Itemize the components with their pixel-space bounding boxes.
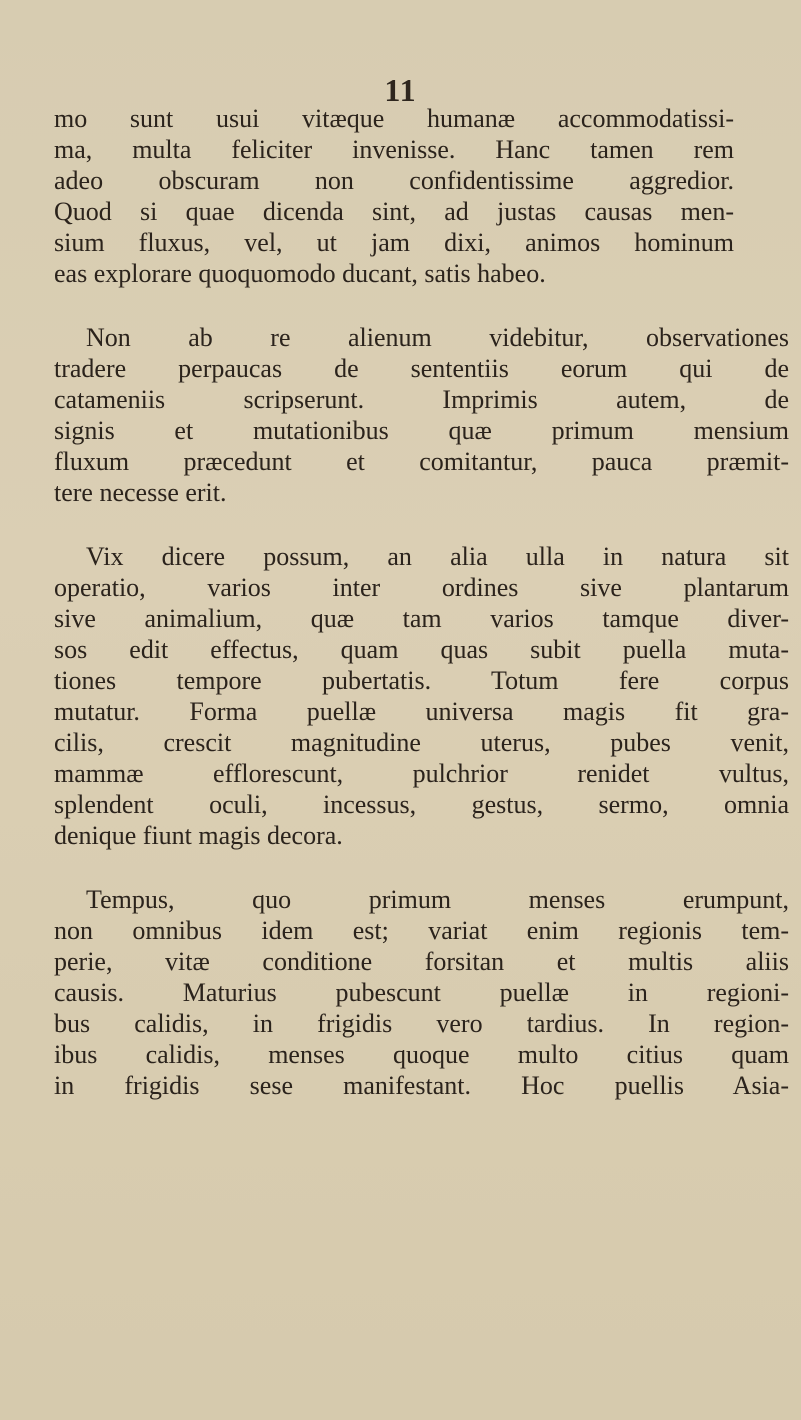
text-line: operatio, varios inter ordines sive plantarum: [54, 573, 789, 602]
text-line: adeo obscuram non confidentissime aggredior.: [54, 166, 734, 195]
text-line: denique fiunt magis decora.: [54, 821, 343, 850]
text-line: mutatur. Forma puellæ universa magis fit gra-: [54, 697, 789, 726]
paragraph: [54, 322, 794, 508]
text-line: tiones tempore pubertatis. Totum fere corpus: [54, 666, 789, 695]
text-line: sive animalium, quæ tam varios tamque diver-: [54, 604, 789, 633]
text-line: catameniis scripserunt. Imprimis autem, de: [54, 385, 789, 414]
text-line: tere necesse erit.: [54, 478, 227, 507]
text-line: Vix dicere possum, an alia ulla in natura sit: [86, 542, 789, 571]
text-line: Non ab re alienum videbitur, observationes: [86, 323, 789, 352]
text-line: tradere perpaucas de sententiis eorum qui de: [54, 354, 789, 383]
text-line: in frigidis sese manifestant. Hoc puellis Asia-: [54, 1071, 789, 1100]
page-number: 11: [384, 72, 417, 108]
text-line: Tempus, quo primum menses erumpunt,: [86, 885, 789, 914]
text-line: causis. Maturius pubescunt puellæ in regioni-: [54, 978, 789, 1007]
text-line: ibus calidis, menses quoque multo citius quam: [54, 1040, 789, 1069]
text-line: sium fluxus, vel, ut jam dixi, animos hominum: [54, 228, 734, 257]
paragraph: [54, 884, 794, 1101]
text-line: cilis, crescit magnitudine uterus, pubes venit,: [54, 728, 789, 757]
text-line: bus calidis, in frigidis vero tardius. In region-: [54, 1009, 789, 1038]
text-line: ma, multa feliciter invenisse. Hanc tamen rem: [54, 135, 734, 164]
text-line: perie, vitæ conditione forsitan et multis aliis: [54, 947, 789, 976]
text-line: splendent oculi, incessus, gestus, sermo, omnia: [54, 790, 789, 819]
text-line: signis et mutationibus quæ primum mensium: [54, 416, 789, 445]
text-line: non omnibus idem est; variat enim regionis tem-: [54, 916, 789, 945]
text-line: fluxum præcedunt et comitantur, pauca præmit-: [54, 447, 789, 476]
paragraph: [54, 541, 794, 851]
body-text: [54, 103, 794, 1101]
text-line: Quod si quae dicenda sint, ad justas causas men-: [54, 197, 734, 226]
text-line: mammæ efflorescunt, pulchrior renidet vultus,: [54, 759, 789, 788]
text-line: sos edit effectus, quam quas subit puella muta-: [54, 635, 789, 664]
text-line: mo sunt usui vitæque humanæ accommodatissi-: [54, 104, 734, 133]
text-line: eas explorare quoquomodo ducant, satis habeo.: [54, 259, 546, 288]
paragraph: [54, 103, 794, 289]
